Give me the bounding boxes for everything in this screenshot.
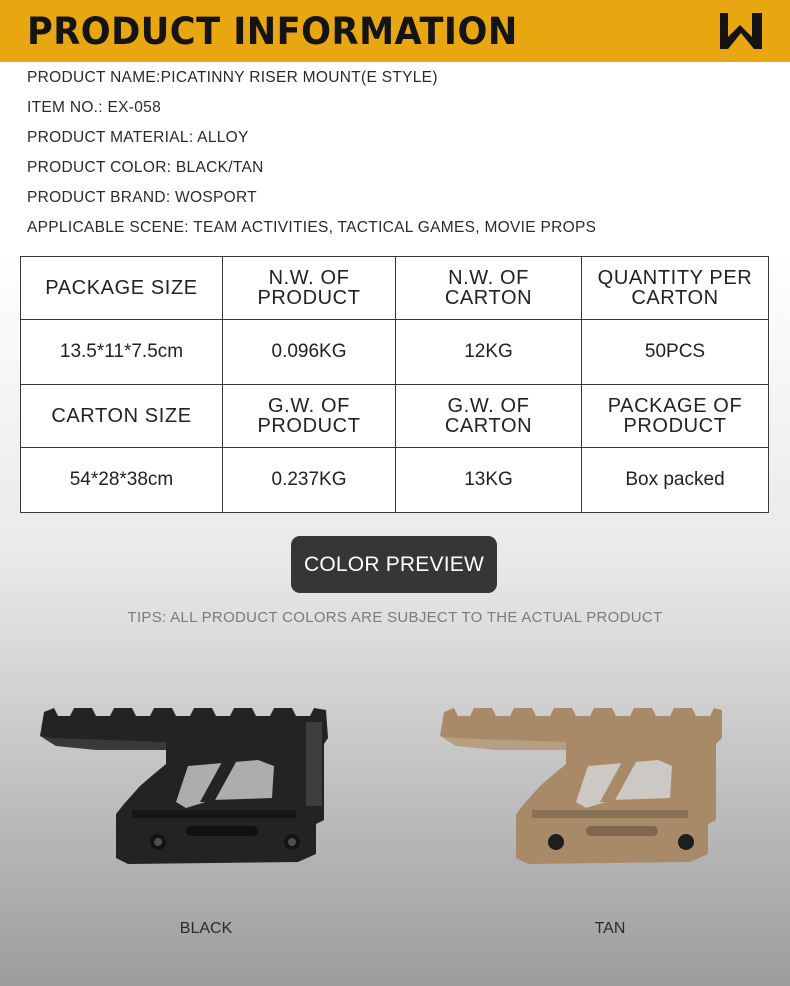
table-cell: Box packed	[582, 448, 769, 513]
info-brand: PRODUCT BRAND: WOSPORT	[27, 189, 257, 206]
table-header-cell: PACKAGE OF PRODUCT	[582, 385, 769, 448]
tan-mount-image	[436, 702, 736, 872]
table-row	[21, 448, 769, 513]
info-product-name: PRODUCT NAME:PICATINNY RISER MOUNT(E STYLE)	[27, 69, 438, 86]
info-item-no: ITEM NO.: EX-058	[27, 99, 161, 116]
table-header-cell: QUANTITY PER CARTON	[582, 257, 769, 320]
info-color: PRODUCT COLOR: BLACK/TAN	[27, 159, 264, 176]
header-bar	[0, 0, 790, 62]
table-cell: 0.096KG	[223, 320, 396, 385]
table-row	[21, 320, 769, 385]
table-row	[21, 385, 769, 448]
table-row	[21, 257, 769, 320]
table-cell: 13.5*11*7.5cm	[21, 320, 223, 385]
table-cell: 13KG	[396, 448, 582, 513]
table-header-cell: N.W. OF PRODUCT	[223, 257, 396, 320]
info-scene: APPLICABLE SCENE: TEAM ACTIVITIES, TACTICAL GAMES, MOVIE PROPS	[27, 219, 597, 236]
color-label-black: BLACK	[179, 920, 233, 937]
table-header-cell: G.W. OF PRODUCT	[223, 385, 396, 448]
table-header-cell: PACKAGE SIZE	[21, 257, 223, 320]
table-header-cell: G.W. OF CARTON	[396, 385, 582, 448]
table-cell: 12KG	[396, 320, 582, 385]
info-material: PRODUCT MATERIAL: ALLOY	[27, 129, 249, 146]
color-preview-button[interactable]: COLOR PREVIEW	[291, 536, 497, 593]
brand-logo-icon	[718, 11, 764, 51]
product-info-list	[27, 68, 596, 248]
color-label-tan: TAN	[594, 920, 626, 937]
table-header-cell: CARTON SIZE	[21, 385, 223, 448]
page-title: PRODUCT INFORMATION	[27, 10, 518, 53]
table-header-cell: N.W. OF CARTON	[396, 257, 582, 320]
black-mount-image	[36, 702, 336, 872]
table-cell: 50PCS	[582, 320, 769, 385]
spec-table	[20, 256, 769, 513]
table-cell: 0.237KG	[223, 448, 396, 513]
tips-text: TIPS: ALL PRODUCT COLORS ARE SUBJECT TO THE ACTUAL PRODUCT	[127, 609, 663, 626]
table-cell: 54*28*38cm	[21, 448, 223, 513]
